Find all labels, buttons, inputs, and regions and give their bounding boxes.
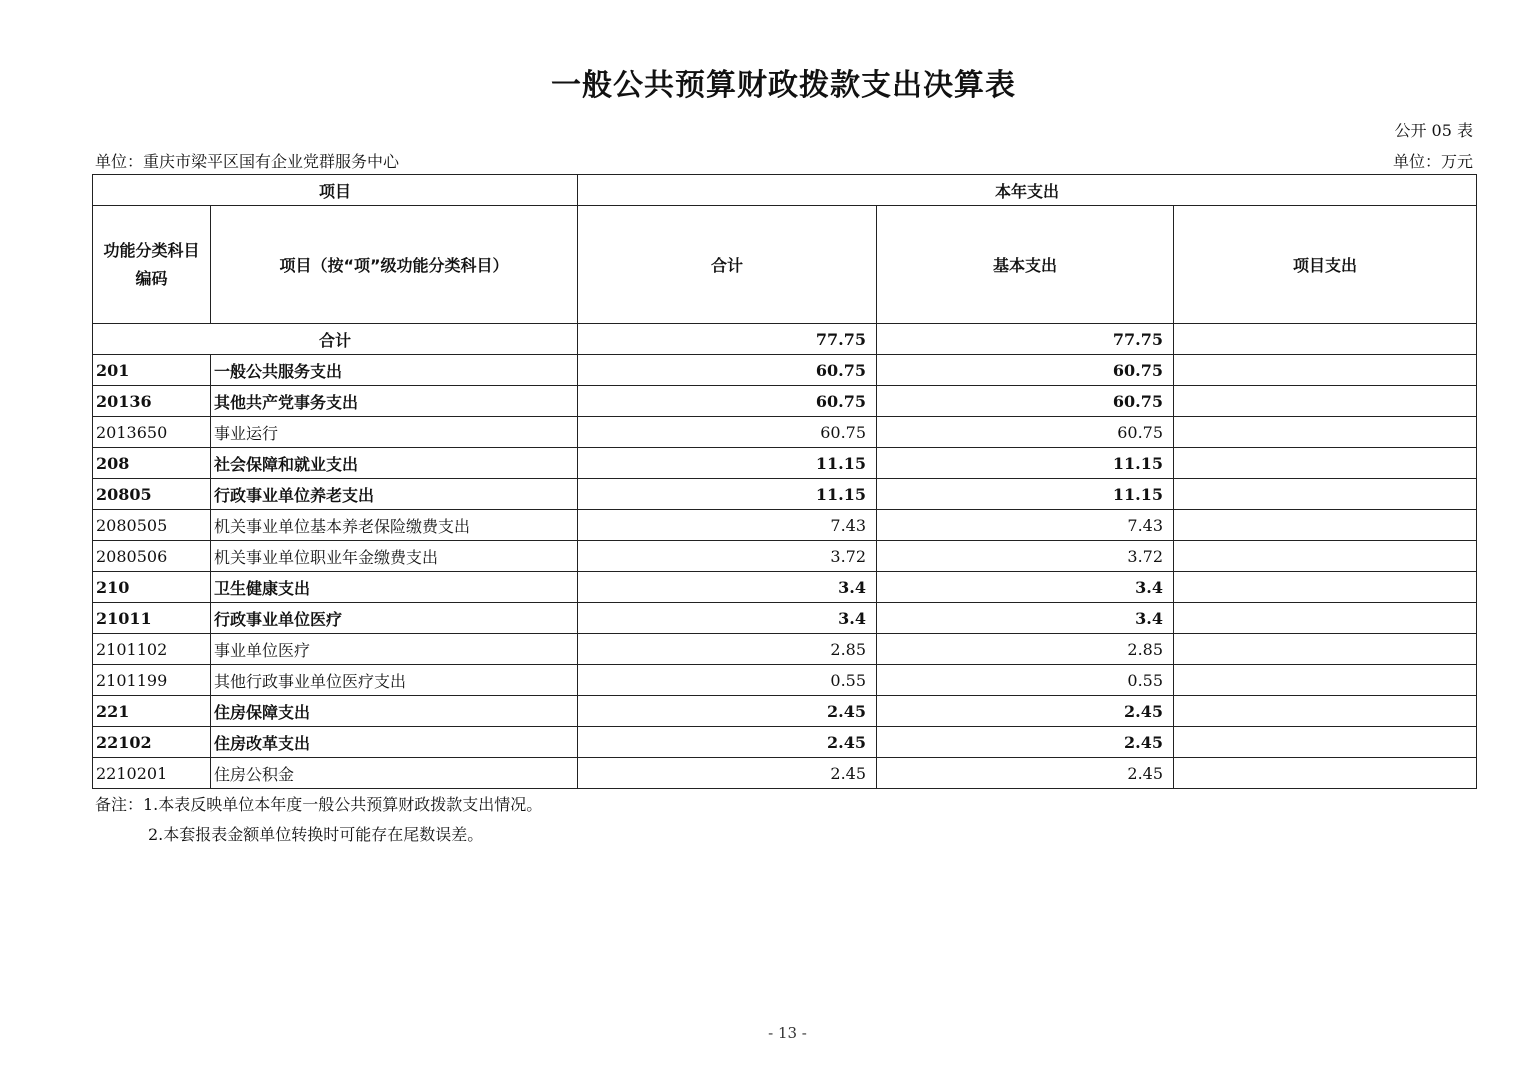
row-code: 201 (93, 355, 211, 386)
row-total: 60.75 (578, 386, 877, 417)
row-total: 3.4 (578, 603, 877, 634)
table-row (93, 603, 1477, 634)
row-name: 社会保障和就业支出 (211, 448, 578, 479)
row-name: 住房公积金 (211, 758, 578, 789)
row-basic: 2.45 (877, 758, 1174, 789)
table-row (93, 541, 1477, 572)
row-name: 卫生健康支出 (211, 572, 578, 603)
row-project (1174, 634, 1477, 665)
header-row-2 (93, 206, 1477, 324)
table-row (93, 386, 1477, 417)
row-basic: 60.75 (877, 386, 1174, 417)
row-name: 机关事业单位基本养老保险缴费支出 (211, 510, 578, 541)
row-name: 一般公共服务支出 (211, 355, 578, 386)
row-total: 3.4 (578, 572, 877, 603)
header-row-1 (93, 175, 1477, 206)
row-code: 2013650 (93, 417, 211, 448)
row-project (1174, 572, 1477, 603)
row-project (1174, 541, 1477, 572)
row-project (1174, 448, 1477, 479)
row-name: 住房改革支出 (211, 727, 578, 758)
total-label: 合计 (93, 324, 578, 355)
row-basic: 2.45 (877, 696, 1174, 727)
table-row (93, 634, 1477, 665)
header-current-year: 本年支出 (578, 175, 1477, 206)
row-code: 2210201 (93, 758, 211, 789)
table-row (93, 665, 1477, 696)
page-title: 一般公共预算财政拨款支出决算表 (551, 68, 1016, 103)
table-row (93, 355, 1477, 386)
row-project (1174, 727, 1477, 758)
row-basic: 7.43 (877, 510, 1174, 541)
row-name: 行政事业单位医疗 (211, 603, 578, 634)
table-row (93, 696, 1477, 727)
row-project (1174, 510, 1477, 541)
row-name: 事业单位医疗 (211, 634, 578, 665)
note-2: 2.本套报表金额单位转换时可能存在尾数误差。 (148, 825, 484, 844)
row-basic: 11.15 (877, 448, 1174, 479)
notes (95, 790, 542, 850)
row-code: 2101199 (93, 665, 211, 696)
row-code: 2080505 (93, 510, 211, 541)
row-total: 2.45 (578, 727, 877, 758)
row-total: 0.55 (578, 665, 877, 696)
total-row (93, 324, 1477, 355)
row-code: 20136 (93, 386, 211, 417)
row-total: 2.45 (578, 696, 877, 727)
row-basic: 3.4 (877, 603, 1174, 634)
row-code: 22102 (93, 727, 211, 758)
table-row (93, 510, 1477, 541)
row-name: 住房保障支出 (211, 696, 578, 727)
row-code: 2080506 (93, 541, 211, 572)
header-item-name: 项目（按“项”级功能分类科目） (211, 206, 578, 324)
total-project (1174, 324, 1477, 355)
row-code: 208 (93, 448, 211, 479)
row-code: 21011 (93, 603, 211, 634)
unit-currency: 单位：万元 (1392, 152, 1473, 171)
row-basic: 60.75 (877, 417, 1174, 448)
row-project (1174, 758, 1477, 789)
table-row (93, 758, 1477, 789)
row-project (1174, 665, 1477, 696)
table-row (93, 448, 1477, 479)
row-total: 60.75 (578, 355, 877, 386)
row-basic: 0.55 (877, 665, 1174, 696)
row-name: 事业运行 (211, 417, 578, 448)
row-project (1174, 386, 1477, 417)
note-1: 备注：1.本表反映单位本年度一般公共预算财政拨款支出情况。 (95, 795, 543, 814)
row-total: 2.85 (578, 634, 877, 665)
row-project (1174, 355, 1477, 386)
row-name: 其他行政事业单位医疗支出 (211, 665, 578, 696)
row-total: 3.72 (578, 541, 877, 572)
row-project (1174, 603, 1477, 634)
row-code: 210 (93, 572, 211, 603)
row-project (1174, 479, 1477, 510)
total-basic: 77.75 (877, 324, 1174, 355)
row-name: 机关事业单位职业年金缴费支出 (211, 541, 578, 572)
unit-organization: 单位：重庆市梁平区国有企业党群服务中心 (95, 152, 400, 171)
row-basic: 60.75 (877, 355, 1174, 386)
row-code: 221 (93, 696, 211, 727)
row-basic: 11.15 (877, 479, 1174, 510)
table-row (93, 727, 1477, 758)
row-code: 2101102 (93, 634, 211, 665)
row-basic: 3.72 (877, 541, 1174, 572)
row-project (1174, 417, 1477, 448)
table-row (93, 479, 1477, 510)
row-basic: 2.85 (877, 634, 1174, 665)
row-total: 11.15 (578, 479, 877, 510)
header-basic: 基本支出 (877, 206, 1174, 324)
row-project (1174, 696, 1477, 727)
total-amount: 77.75 (578, 324, 877, 355)
header-item: 项目 (93, 175, 578, 206)
row-total: 11.15 (578, 448, 877, 479)
row-total: 60.75 (578, 417, 877, 448)
row-total: 7.43 (578, 510, 877, 541)
header-project: 项目支出 (1174, 206, 1477, 324)
row-code: 20805 (93, 479, 211, 510)
row-basic: 2.45 (877, 727, 1174, 758)
page-number: - 13 - (768, 1024, 807, 1042)
form-number: 公开 05 表 (1394, 121, 1473, 140)
row-total: 2.45 (578, 758, 877, 789)
table-row (93, 417, 1477, 448)
row-basic: 3.4 (877, 572, 1174, 603)
header-code: 功能分类科目编码 (93, 206, 211, 324)
table-row (93, 572, 1477, 603)
header-total: 合计 (578, 206, 877, 324)
row-name: 行政事业单位养老支出 (211, 479, 578, 510)
expenditure-table (92, 174, 1477, 789)
row-name: 其他共产党事务支出 (211, 386, 578, 417)
